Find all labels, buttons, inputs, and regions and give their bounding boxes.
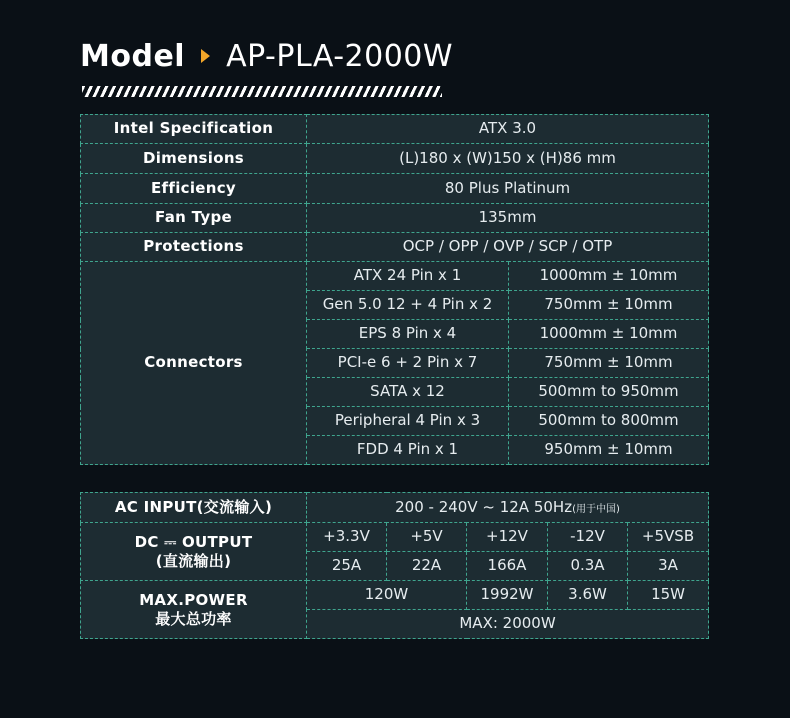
model-header (80, 34, 453, 78)
ac-input-rating: 200 - 240V ~ 12A 50Hz (395, 497, 573, 516)
ac-input-row (81, 493, 709, 523)
spec-row-dimensions (81, 144, 709, 174)
rail-current: 22A (387, 552, 467, 581)
max-power-label-cn: 最大总功率 (155, 609, 232, 628)
dc-output-label (81, 523, 307, 581)
decorative-stripes (82, 86, 442, 97)
connector-name: Gen 5.0 12 + 4 Pin x 2 (307, 291, 509, 320)
connectors-label: Connectors (81, 262, 307, 465)
connector-length: 500mm to 950mm (509, 378, 709, 407)
rail-voltage: -12V (548, 523, 628, 552)
spec-row-protections (81, 233, 709, 262)
ac-input-note: (用于中国) (572, 503, 620, 515)
max-power-label-en: MAX.POWER (139, 590, 248, 609)
ac-input-label: AC INPUT(交流输入) (81, 493, 307, 523)
rail-voltage: +12V (467, 523, 548, 552)
connector-name: Peripheral 4 Pin x 3 (307, 407, 509, 436)
max-power-total: MAX: 2000W (307, 610, 709, 639)
rail-voltage: +3.3V (307, 523, 387, 552)
max-power-row (81, 581, 709, 610)
max-power-combined: 120W (307, 581, 467, 610)
intel-spec-label: Intel Specification (81, 115, 307, 144)
max-power-12v: 1992W (467, 581, 548, 610)
rail-current: 3A (628, 552, 709, 581)
rail-current: 0.3A (548, 552, 628, 581)
dimensions-label: Dimensions (81, 144, 307, 174)
model-label: Model (80, 38, 186, 74)
connector-name: EPS 8 Pin x 4 (307, 320, 509, 349)
connector-length: 750mm ± 10mm (509, 291, 709, 320)
spec-row-fan (81, 204, 709, 233)
connector-length: 500mm to 800mm (509, 407, 709, 436)
connector-row (81, 262, 709, 291)
model-name: AP-PLA-2000W (226, 38, 454, 74)
connector-length: 1000mm ± 10mm (509, 320, 709, 349)
dc-voltage-row (81, 523, 709, 552)
fan-type-label: Fan Type (81, 204, 307, 233)
rail-current: 166A (467, 552, 548, 581)
power-table (80, 492, 709, 639)
rail-voltage: +5V (387, 523, 467, 552)
dimensions-value: (L)180 x (W)150 x (H)86 mm (307, 144, 709, 174)
dc-output-label-en: DC ⎓ OUTPUT (134, 532, 253, 551)
protections-value: OCP / OPP / OVP / SCP / OTP (307, 233, 709, 262)
connector-name: SATA x 12 (307, 378, 509, 407)
intel-spec-value: ATX 3.0 (307, 115, 709, 144)
efficiency-label: Efficiency (81, 174, 307, 204)
arrow-right-icon (201, 49, 210, 63)
connector-length: 1000mm ± 10mm (509, 262, 709, 291)
connector-name: PCI-e 6 + 2 Pin x 7 (307, 349, 509, 378)
spec-row-intel (81, 115, 709, 144)
max-power-neg12v: 3.6W (548, 581, 628, 610)
dc-output-label-cn: (直流输出) (155, 551, 232, 570)
rail-voltage: +5VSB (628, 523, 709, 552)
protections-label: Protections (81, 233, 307, 262)
connector-name: FDD 4 Pin x 1 (307, 436, 509, 465)
spec-row-efficiency (81, 174, 709, 204)
ac-input-value (307, 493, 709, 523)
rail-current: 25A (307, 552, 387, 581)
max-power-label (81, 581, 307, 639)
connector-name: ATX 24 Pin x 1 (307, 262, 509, 291)
efficiency-value: 80 Plus Platinum (307, 174, 709, 204)
fan-type-value: 135mm (307, 204, 709, 233)
connector-length: 750mm ± 10mm (509, 349, 709, 378)
max-power-5vsb: 15W (628, 581, 709, 610)
spec-table (80, 114, 709, 465)
connector-length: 950mm ± 10mm (509, 436, 709, 465)
